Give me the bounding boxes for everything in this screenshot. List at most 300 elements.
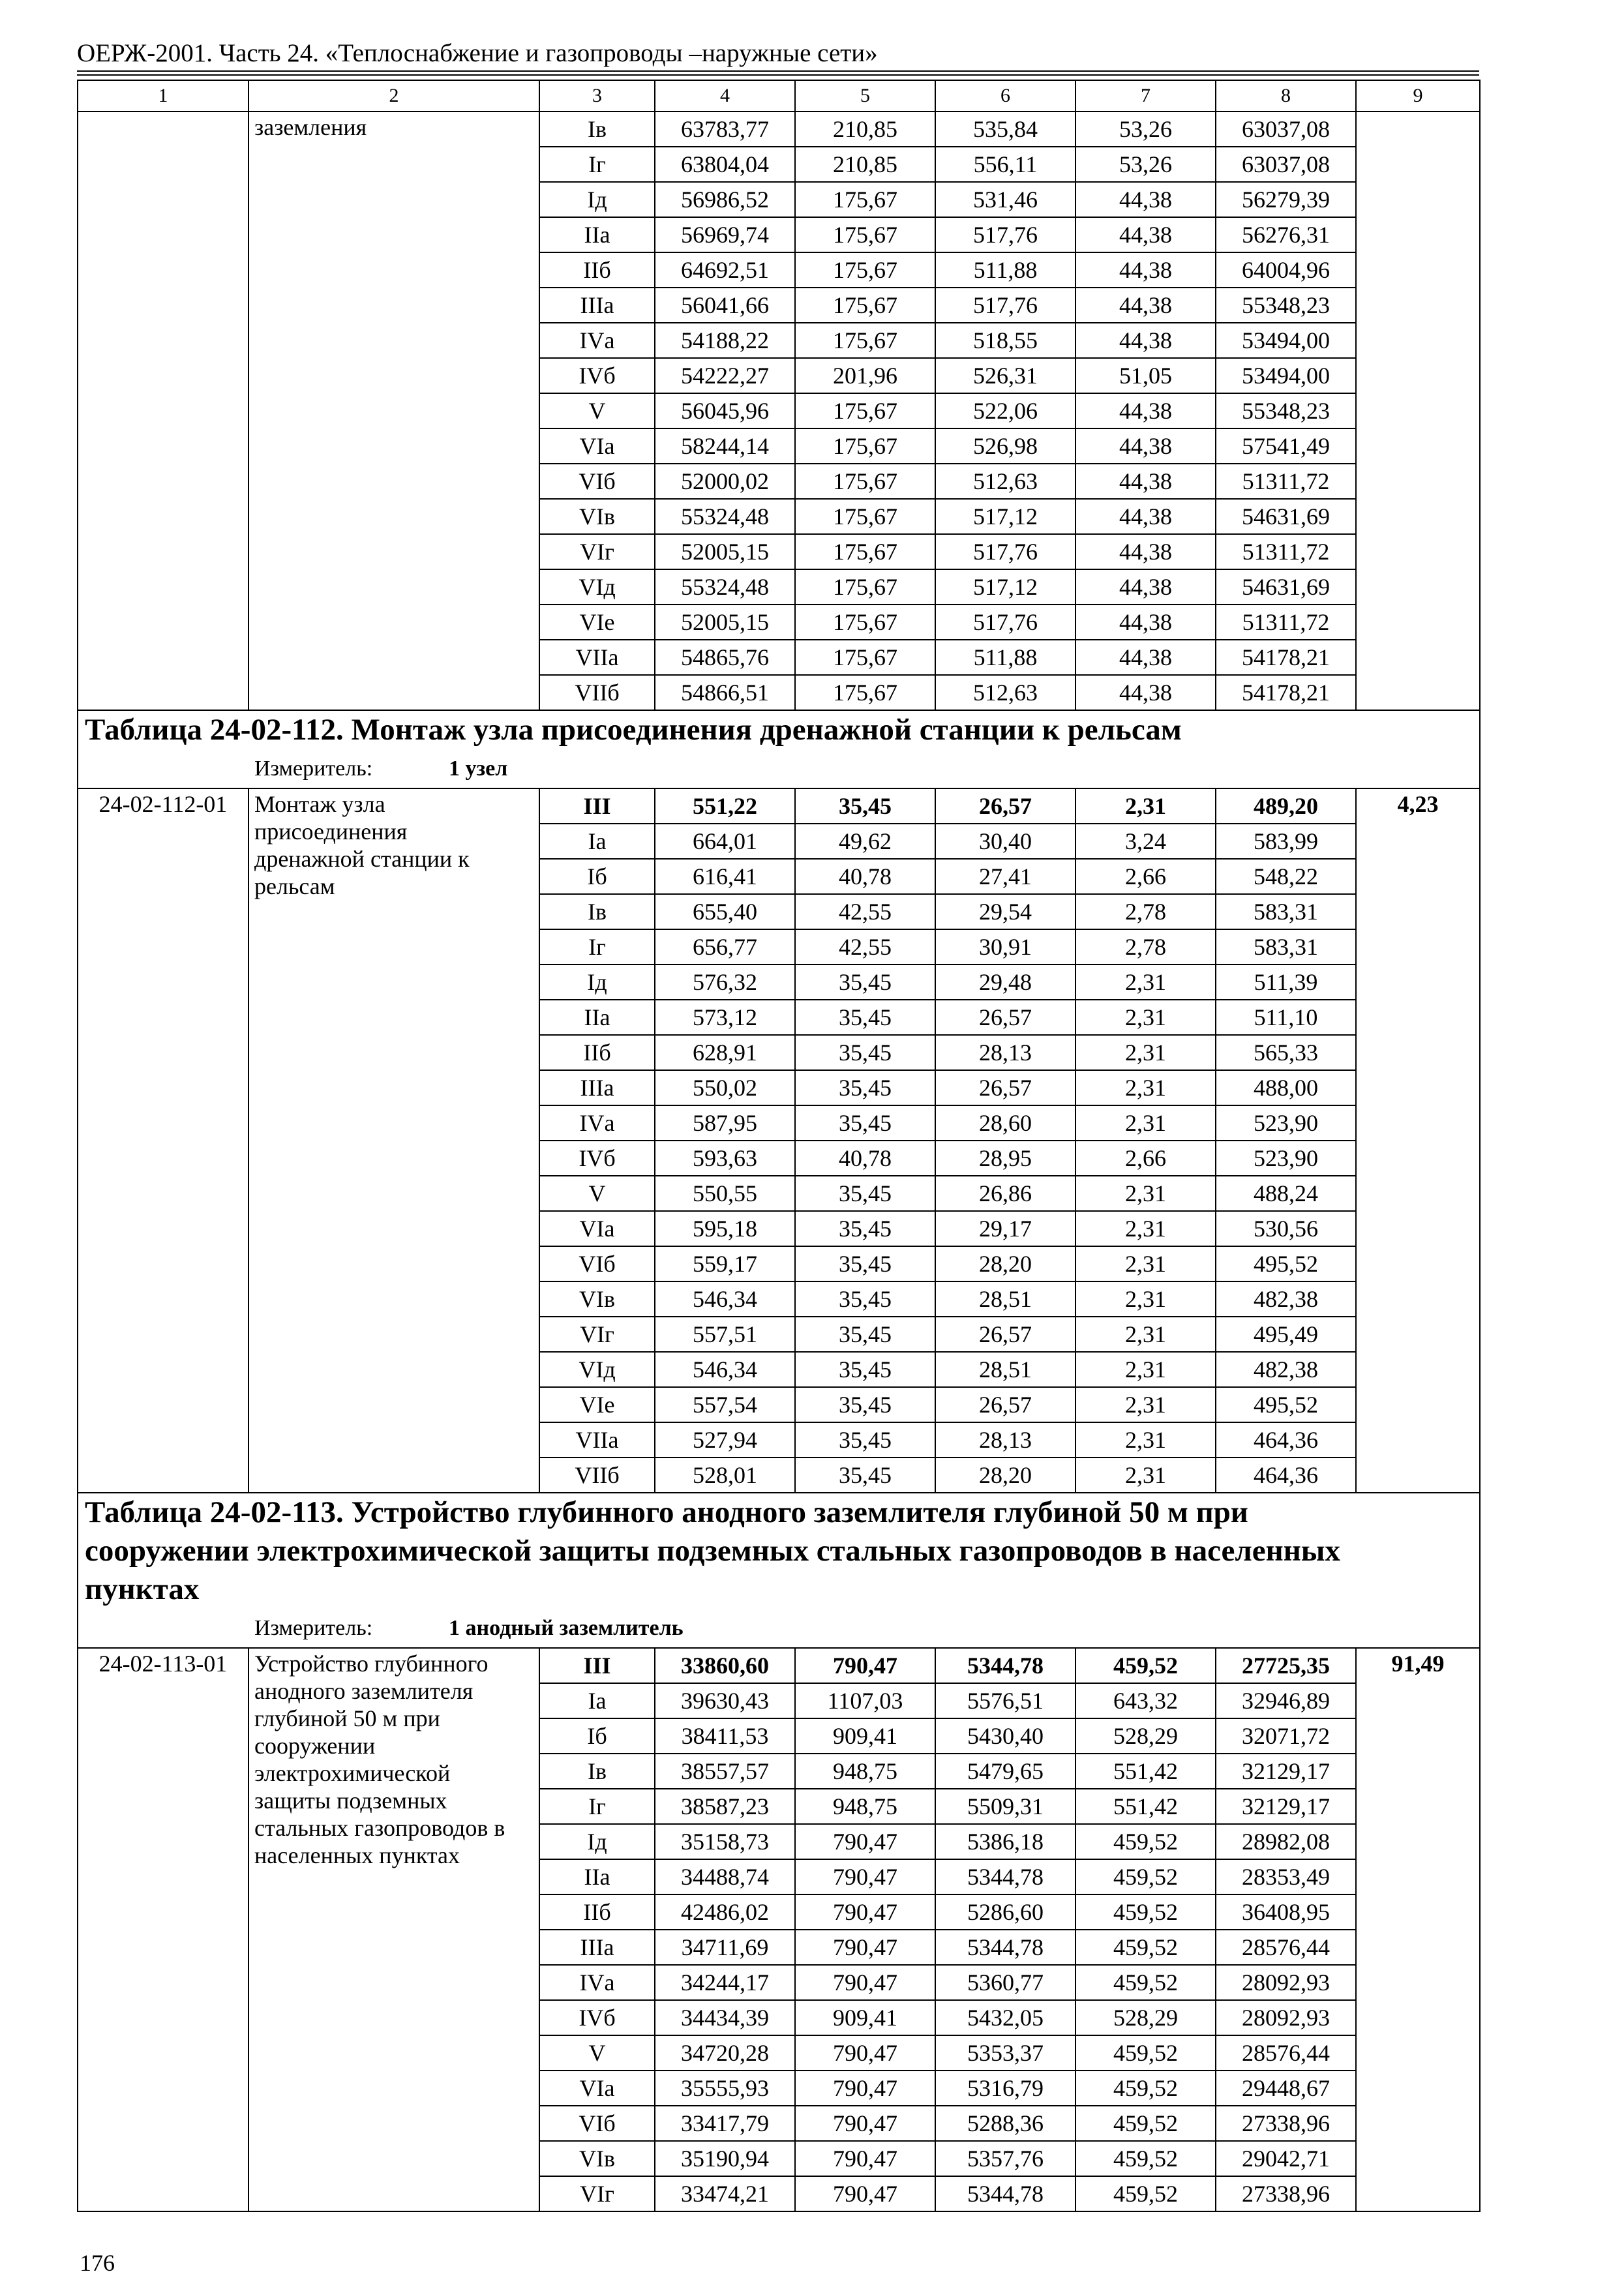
value-cell: 459,52 [1075, 2106, 1216, 2141]
value-cell: 26,57 [935, 788, 1075, 824]
value-cell: 2,66 [1075, 859, 1216, 894]
value-cell: 664,01 [655, 824, 795, 859]
zone-cell: IVа [539, 1105, 655, 1141]
value-cell: 512,63 [935, 675, 1075, 710]
zone-cell: Iд [539, 182, 655, 217]
zone-cell: VIа [539, 2071, 655, 2106]
value-cell: 790,47 [795, 2035, 935, 2071]
value-cell: 2,31 [1075, 1000, 1216, 1035]
value-cell: 459,52 [1075, 1824, 1216, 1859]
value-cell: 28,95 [935, 1141, 1075, 1176]
work-description-line: Монтаж узла [254, 791, 385, 817]
value-cell: 583,99 [1216, 824, 1356, 859]
value-cell: 28092,93 [1216, 2000, 1356, 2035]
value-cell: 2,31 [1075, 1176, 1216, 1211]
value-cell: 511,10 [1216, 1000, 1356, 1035]
value-cell: 38557,57 [655, 1754, 795, 1789]
value-cell: 33474,21 [655, 2176, 795, 2211]
zone-cell: IVа [539, 323, 655, 358]
value-cell: 459,52 [1075, 1894, 1216, 1930]
value-cell: 2,78 [1075, 929, 1216, 965]
value-cell: 26,57 [935, 1070, 1075, 1105]
value-cell: 557,51 [655, 1317, 795, 1352]
column-number-cell: 2 [248, 80, 539, 112]
zone-cell: IIб [539, 1035, 655, 1070]
value-cell: 44,38 [1075, 464, 1216, 499]
value-cell: 39630,43 [655, 1683, 795, 1718]
value-cell: 528,01 [655, 1458, 795, 1493]
value-cell: 44,38 [1075, 323, 1216, 358]
column-number-cell: 5 [795, 80, 935, 112]
zone-cell: VIIа [539, 640, 655, 675]
zone-cell: VIб [539, 2106, 655, 2141]
value-cell: 511,88 [935, 640, 1075, 675]
value-cell: 42486,02 [655, 1894, 795, 1930]
value-cell: 517,76 [935, 288, 1075, 323]
value-cell: 58244,14 [655, 428, 795, 464]
value-cell: 2,31 [1075, 1352, 1216, 1387]
zone-cell: V [539, 2035, 655, 2071]
zone-cell: Iа [539, 824, 655, 859]
value-cell: 523,90 [1216, 1105, 1356, 1141]
zone-cell: VIв [539, 499, 655, 534]
running-head: ОЕРЖ-2001. Часть 24. «Теплоснабжение и газопроводы –наружные сети» [77, 39, 878, 67]
value-cell: 27338,96 [1216, 2176, 1356, 2211]
value-cell: 175,67 [795, 217, 935, 252]
value-cell: 517,76 [935, 217, 1075, 252]
zone-cell: IIIа [539, 1930, 655, 1965]
value-cell: 517,12 [935, 569, 1075, 605]
value-cell: 40,78 [795, 1141, 935, 1176]
work-description-line: стальных газопроводов в [254, 1815, 505, 1841]
value-cell: 593,63 [655, 1141, 795, 1176]
value-cell: 35,45 [795, 1000, 935, 1035]
value-cell: 459,52 [1075, 1965, 1216, 2000]
work-description-line: глубиной 50 м при [254, 1705, 440, 1731]
zone-cell: Iб [539, 1718, 655, 1754]
value-cell: 790,47 [795, 1824, 935, 1859]
value-cell: 35,45 [795, 1281, 935, 1317]
unit-of-measure-line [85, 1609, 1479, 1647]
zone-cell: VIа [539, 1211, 655, 1246]
zone-cell: Iг [539, 929, 655, 965]
header-rule [77, 70, 1479, 72]
table-title-row [78, 1493, 1480, 1648]
table-title-cell [78, 710, 1480, 788]
value-cell: 2,31 [1075, 965, 1216, 1000]
value-cell: 459,52 [1075, 2071, 1216, 2106]
total-cell: 4,23 [1356, 788, 1480, 1493]
value-cell: 63804,04 [655, 147, 795, 182]
value-cell: 64004,96 [1216, 252, 1356, 288]
value-cell: 175,67 [795, 675, 935, 710]
value-cell: 30,40 [935, 824, 1075, 859]
value-cell: 909,41 [795, 2000, 935, 2035]
rates-table-body [78, 80, 1480, 2211]
value-cell: 495,52 [1216, 1246, 1356, 1281]
value-cell: 35,45 [795, 1317, 935, 1352]
value-cell: 2,31 [1075, 1281, 1216, 1317]
zone-cell: VIд [539, 569, 655, 605]
value-cell: 210,85 [795, 147, 935, 182]
value-cell: 655,40 [655, 894, 795, 929]
header-rule [77, 74, 1479, 76]
column-number-cell: 4 [655, 80, 795, 112]
zone-cell: VIб [539, 464, 655, 499]
zone-cell: VIб [539, 1246, 655, 1281]
value-cell: 28,60 [935, 1105, 1075, 1141]
rates-table [77, 80, 1481, 2212]
zone-cell: VIа [539, 428, 655, 464]
work-description-line: дренажной станции к [254, 846, 470, 872]
value-cell: 55324,48 [655, 569, 795, 605]
value-cell: 35,45 [795, 1176, 935, 1211]
value-cell: 528,29 [1075, 2000, 1216, 2035]
value-cell: 32946,89 [1216, 1683, 1356, 1718]
value-cell: 53494,00 [1216, 358, 1356, 393]
value-cell: 35,45 [795, 1422, 935, 1458]
value-cell: 44,38 [1075, 569, 1216, 605]
zone-cell: VIIб [539, 1458, 655, 1493]
zone-cell: VIг [539, 1317, 655, 1352]
zone-cell: IVб [539, 358, 655, 393]
value-cell: 523,90 [1216, 1141, 1356, 1176]
value-cell: 5576,51 [935, 1683, 1075, 1718]
value-cell: 56276,31 [1216, 217, 1356, 252]
total-cell: 91,49 [1356, 1648, 1480, 2211]
value-cell: 63783,77 [655, 112, 795, 147]
zone-cell: VIе [539, 605, 655, 640]
zone-cell: IIа [539, 1859, 655, 1894]
value-cell: 5386,18 [935, 1824, 1075, 1859]
zone-cell: Iд [539, 1824, 655, 1859]
value-cell: 948,75 [795, 1789, 935, 1824]
value-cell: 53494,00 [1216, 323, 1356, 358]
value-cell: 2,31 [1075, 1211, 1216, 1246]
column-number-cell: 6 [935, 80, 1075, 112]
table-row [78, 788, 1480, 824]
value-cell: 27338,96 [1216, 2106, 1356, 2141]
zone-cell: VIд [539, 1352, 655, 1387]
value-cell: 33860,60 [655, 1648, 795, 1683]
value-cell: 511,88 [935, 252, 1075, 288]
value-cell: 550,02 [655, 1070, 795, 1105]
value-cell: 34244,17 [655, 1965, 795, 2000]
value-cell: 51311,72 [1216, 534, 1356, 569]
value-cell: 909,41 [795, 1718, 935, 1754]
value-cell: 548,22 [1216, 859, 1356, 894]
rate-code-cell: 24-02-112-01 [78, 788, 248, 1493]
value-cell: 5357,76 [935, 2141, 1075, 2176]
value-cell: 44,38 [1075, 217, 1216, 252]
value-cell: 5344,78 [935, 1930, 1075, 1965]
value-cell: 42,55 [795, 929, 935, 965]
value-cell: 175,67 [795, 640, 935, 675]
value-cell: 573,12 [655, 1000, 795, 1035]
work-description-line: населенных пунктах [254, 1842, 460, 1868]
value-cell: 2,31 [1075, 1317, 1216, 1352]
value-cell: 175,67 [795, 464, 935, 499]
value-cell: 36408,95 [1216, 1894, 1356, 1930]
value-cell: 44,38 [1075, 675, 1216, 710]
value-cell: 29042,71 [1216, 2141, 1356, 2176]
value-cell: 583,31 [1216, 929, 1356, 965]
column-number-cell: 8 [1216, 80, 1356, 112]
zone-cell: IIIа [539, 288, 655, 323]
work-description-cell [248, 788, 539, 1493]
column-number-cell: 1 [78, 80, 248, 112]
value-cell: 459,52 [1075, 1859, 1216, 1894]
unit-value: 1 анодный заземлитель [449, 1616, 684, 1640]
value-cell: 28982,08 [1216, 1824, 1356, 1859]
zone-cell: VIв [539, 1281, 655, 1317]
value-cell: 175,67 [795, 569, 935, 605]
value-cell: 175,67 [795, 182, 935, 217]
column-number-cell: 7 [1075, 80, 1216, 112]
value-cell: 5286,60 [935, 1894, 1075, 1930]
value-cell: 29,48 [935, 965, 1075, 1000]
rate-code-cell: 24-02-113-01 [78, 1648, 248, 2211]
zone-cell: VIг [539, 534, 655, 569]
value-cell: 28,51 [935, 1281, 1075, 1317]
value-cell: 459,52 [1075, 1648, 1216, 1683]
value-cell: 54178,21 [1216, 640, 1356, 675]
value-cell: 2,31 [1075, 1246, 1216, 1281]
value-cell: 35,45 [795, 1458, 935, 1493]
unit-value: 1 узел [449, 756, 508, 781]
value-cell: 495,52 [1216, 1387, 1356, 1422]
value-cell: 28576,44 [1216, 2035, 1356, 2071]
table-title-line: Таблица 24-02-112. Монтаж узла присоединения дренажной станции к рельсам [85, 713, 1182, 747]
value-cell: 28,13 [935, 1035, 1075, 1070]
value-cell: 53,26 [1075, 147, 1216, 182]
value-cell: 550,55 [655, 1176, 795, 1211]
value-cell: 2,66 [1075, 1141, 1216, 1176]
table-title-row [78, 710, 1480, 788]
value-cell: 35,45 [795, 1246, 935, 1281]
value-cell: 52005,15 [655, 605, 795, 640]
value-cell: 517,76 [935, 605, 1075, 640]
table-title-line: сооружении электрохимической защиты подземных стальных газопроводов в населенных [85, 1534, 1341, 1568]
value-cell: 1107,03 [795, 1683, 935, 1718]
work-description-line: сооружении [254, 1733, 376, 1759]
value-cell: 52005,15 [655, 534, 795, 569]
value-cell: 790,47 [795, 1930, 935, 1965]
unit-label: Измеритель: [254, 1616, 373, 1640]
zone-cell: Iг [539, 1789, 655, 1824]
value-cell: 27725,35 [1216, 1648, 1356, 1683]
value-cell: 44,38 [1075, 288, 1216, 323]
work-description-line: заземления [254, 114, 367, 140]
value-cell: 44,38 [1075, 428, 1216, 464]
value-cell: 27,41 [935, 859, 1075, 894]
value-cell: 531,46 [935, 182, 1075, 217]
value-cell: 57541,49 [1216, 428, 1356, 464]
column-number-cell: 9 [1356, 80, 1480, 112]
zone-cell: IIа [539, 217, 655, 252]
zone-cell: V [539, 393, 655, 428]
value-cell: 44,38 [1075, 499, 1216, 534]
value-cell: 56041,66 [655, 288, 795, 323]
value-cell: 2,31 [1075, 1070, 1216, 1105]
value-cell: 5430,40 [935, 1718, 1075, 1754]
value-cell: 546,34 [655, 1352, 795, 1387]
value-cell: 5288,36 [935, 2106, 1075, 2141]
work-description-line: защиты подземных [254, 1788, 447, 1814]
value-cell: 464,36 [1216, 1422, 1356, 1458]
value-cell: 518,55 [935, 323, 1075, 358]
value-cell: 511,39 [1216, 965, 1356, 1000]
value-cell: 583,31 [1216, 894, 1356, 929]
value-cell: 28,51 [935, 1352, 1075, 1387]
value-cell: 44,38 [1075, 605, 1216, 640]
value-cell: 35,45 [795, 788, 935, 824]
value-cell: 175,67 [795, 393, 935, 428]
value-cell: 55348,23 [1216, 288, 1356, 323]
value-cell: 546,34 [655, 1281, 795, 1317]
value-cell: 535,84 [935, 112, 1075, 147]
value-cell: 2,78 [1075, 894, 1216, 929]
value-cell: 54631,69 [1216, 499, 1356, 534]
value-cell: 63037,08 [1216, 147, 1356, 182]
value-cell: 49,62 [795, 824, 935, 859]
value-cell: 26,86 [935, 1176, 1075, 1211]
value-cell: 32129,17 [1216, 1754, 1356, 1789]
zone-cell: VIе [539, 1387, 655, 1422]
value-cell: 595,18 [655, 1211, 795, 1246]
value-cell: 3,24 [1075, 824, 1216, 859]
value-cell: 5432,05 [935, 2000, 1075, 2035]
value-cell: 5316,79 [935, 2071, 1075, 2106]
value-cell: 56279,39 [1216, 182, 1356, 217]
value-cell: 2,31 [1075, 1422, 1216, 1458]
value-cell: 26,57 [935, 1387, 1075, 1422]
value-cell: 210,85 [795, 112, 935, 147]
value-cell: 175,67 [795, 323, 935, 358]
value-cell: 175,67 [795, 288, 935, 323]
value-cell: 54631,69 [1216, 569, 1356, 605]
zone-cell: V [539, 1176, 655, 1211]
zone-cell: IVб [539, 1141, 655, 1176]
value-cell: 52000,02 [655, 464, 795, 499]
value-cell: 44,38 [1075, 182, 1216, 217]
zone-cell: VIIа [539, 1422, 655, 1458]
value-cell: 790,47 [795, 2176, 935, 2211]
table-row [78, 1648, 1480, 1683]
zone-cell: Iа [539, 1683, 655, 1718]
value-cell: 459,52 [1075, 1930, 1216, 1965]
value-cell: 790,47 [795, 1894, 935, 1930]
total-cell [1356, 112, 1480, 710]
value-cell: 51311,72 [1216, 464, 1356, 499]
value-cell: 551,22 [655, 788, 795, 824]
value-cell: 35,45 [795, 965, 935, 1000]
value-cell: 28,20 [935, 1458, 1075, 1493]
work-description-line: рельсам [254, 873, 335, 899]
value-cell: 44,38 [1075, 534, 1216, 569]
value-cell: 565,33 [1216, 1035, 1356, 1070]
value-cell: 26,57 [935, 1317, 1075, 1352]
value-cell: 5509,31 [935, 1789, 1075, 1824]
value-cell: 54188,22 [655, 323, 795, 358]
value-cell: 44,38 [1075, 393, 1216, 428]
zone-cell: Iд [539, 965, 655, 1000]
value-cell: 54222,27 [655, 358, 795, 393]
zone-cell: IVб [539, 2000, 655, 2035]
zone-cell: Iв [539, 894, 655, 929]
value-cell: 948,75 [795, 1754, 935, 1789]
value-cell: 464,36 [1216, 1458, 1356, 1493]
value-cell: 64692,51 [655, 252, 795, 288]
value-cell: 38411,53 [655, 1718, 795, 1754]
value-cell: 51,05 [1075, 358, 1216, 393]
value-cell: 656,77 [655, 929, 795, 965]
value-cell: 29,54 [935, 894, 1075, 929]
value-cell: 35,45 [795, 1352, 935, 1387]
value-cell: 2,31 [1075, 1105, 1216, 1141]
value-cell: 517,12 [935, 499, 1075, 534]
value-cell: 28576,44 [1216, 1930, 1356, 1965]
value-cell: 175,67 [795, 428, 935, 464]
value-cell: 40,78 [795, 859, 935, 894]
value-cell: 35,45 [795, 1387, 935, 1422]
column-number-row [78, 80, 1480, 112]
value-cell: 556,11 [935, 147, 1075, 182]
value-cell: 35,45 [795, 1211, 935, 1246]
value-cell: 530,56 [1216, 1211, 1356, 1246]
value-cell: 201,96 [795, 358, 935, 393]
zone-cell: Iб [539, 859, 655, 894]
value-cell: 29,17 [935, 1211, 1075, 1246]
value-cell: 28353,49 [1216, 1859, 1356, 1894]
table-title-line: пунктах [85, 1572, 200, 1606]
value-cell: 489,20 [1216, 788, 1356, 824]
value-cell: 482,38 [1216, 1352, 1356, 1387]
value-cell: 32071,72 [1216, 1718, 1356, 1754]
value-cell: 2,31 [1075, 1035, 1216, 1070]
unit-label: Измеритель: [254, 756, 373, 781]
value-cell: 459,52 [1075, 2035, 1216, 2071]
value-cell: 512,63 [935, 464, 1075, 499]
value-cell: 528,29 [1075, 1718, 1216, 1754]
value-cell: 790,47 [795, 1859, 935, 1894]
value-cell: 5353,37 [935, 2035, 1075, 2071]
work-description-line: Устройство глубинного [254, 1651, 489, 1677]
work-description-line: электрохимической [254, 1760, 451, 1786]
value-cell: 5344,78 [935, 1859, 1075, 1894]
value-cell: 32129,17 [1216, 1789, 1356, 1824]
value-cell: 488,00 [1216, 1070, 1356, 1105]
value-cell: 790,47 [795, 1965, 935, 2000]
value-cell: 28,13 [935, 1422, 1075, 1458]
zone-cell: IIб [539, 252, 655, 288]
value-cell: 56969,74 [655, 217, 795, 252]
table-title-line: Таблица 24-02-113. Устройство глубинного анодного заземлителя глубиной 50 м при [85, 1495, 1248, 1529]
zone-cell: IIб [539, 1894, 655, 1930]
table-row [78, 112, 1480, 147]
value-cell: 53,26 [1075, 112, 1216, 147]
value-cell: 551,42 [1075, 1789, 1216, 1824]
zone-cell: VIIб [539, 675, 655, 710]
rate-code-cell [78, 112, 248, 710]
value-cell: 551,42 [1075, 1754, 1216, 1789]
value-cell: 482,38 [1216, 1281, 1356, 1317]
value-cell: 54866,51 [655, 675, 795, 710]
value-cell: 459,52 [1075, 2141, 1216, 2176]
value-cell: 35,45 [795, 1105, 935, 1141]
zone-cell: VIв [539, 2141, 655, 2176]
value-cell: 576,32 [655, 965, 795, 1000]
